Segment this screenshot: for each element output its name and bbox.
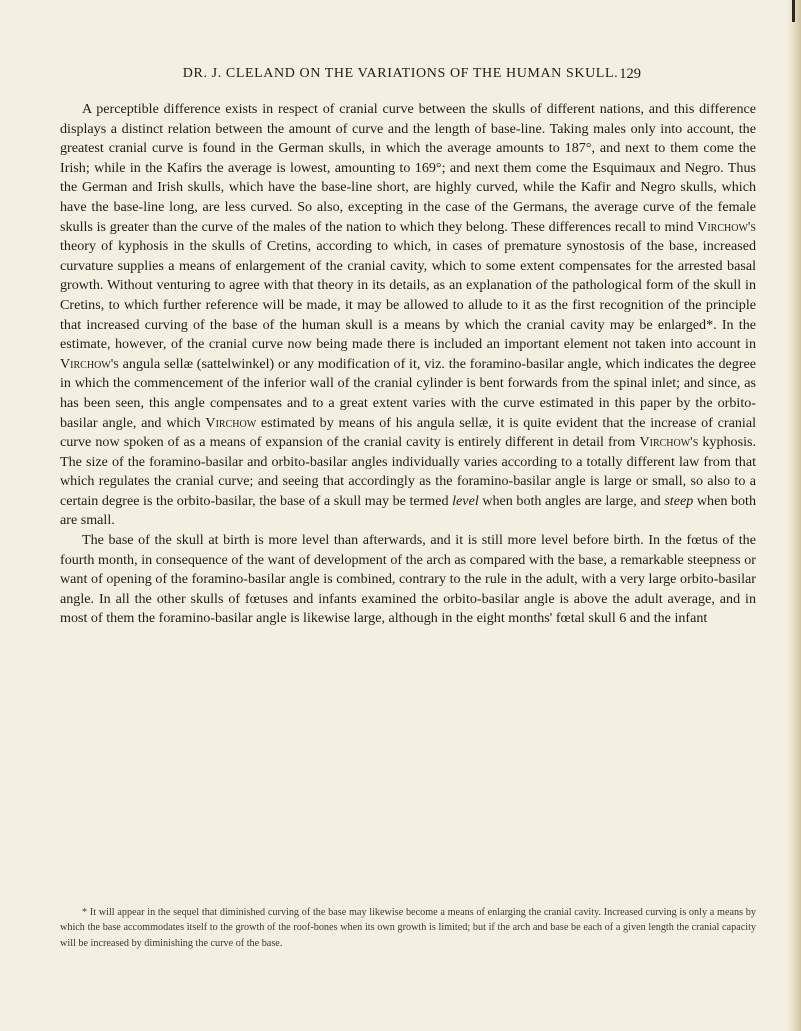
author-name: Virchow's [639, 434, 699, 451]
italic-term: steep [664, 492, 694, 509]
text-run: estimated by means of his angula sellæ, it is quite evident that the increase of cranial curve now spoken of as a means of expansion of the cranial cavity is entirely different in detail from [60, 414, 756, 451]
text-run: when both angles are large, and [478, 492, 665, 509]
page-number: 129 [619, 66, 641, 82]
page-edge-mark [792, 0, 795, 22]
running-head: DR. J. CLELAND ON THE VARIATIONS OF THE HUMAN SKULL. [182, 66, 619, 81]
author-name: Virchow [205, 414, 257, 431]
author-name: Virchow's [60, 355, 119, 372]
paragraph-2: The base of the skull at birth is more level than afterwards, and it is still more level before birth. In the fœtus of the fourth month, in consequence of the want of development of the arch as compared with the base, a remarkable steepness or want of opening of the foramino-basilar angle is combined, contrary to the rule in the adult, with a very large orbito-basilar angle. In all the other skulls of fœtuses and infants examined the orbito-basilar angle is above the adult average, and in most of them the foramino-basilar angle is likewise large, although in the eight months' fœtal skull 6 and the infant [60, 532, 756, 627]
page-header [0, 66, 801, 90]
footnote-text: * It will appear in the sequel that diminished curving of the base may likewise become a means of enlarging the cranial cavity. Increased curving is only a means by which the base accommodates itself to the growth of the roof-bones when its own growth is limited; but if the arch and base be each of a given length the cranial capacity will be increased by diminishing the curve of the base. [60, 907, 756, 949]
text-run: angula sellæ (sattelwinkel) or any modification of it, viz. the foramino-basilar angle, which indicates the degree in which the commencement of the inferior wall of the cranial cylinder is bent forwards from the spinal inlet; and since, as has been seen, this angle compensates and to a great extent varies with the curve estimated in this paper by the orbito-basilar angle, and which [60, 355, 756, 431]
italic-term: level [452, 492, 479, 509]
text-run: A perceptible difference exists in respect of cranial curve between the skulls of different nations, and this difference displays a distinct relation between the amount of curve and the length of base-line. Taking males only into account, the greatest cranial curve is found in the German skulls, in which the average amounts to 187°, and next to them come the Irish; while in the Kafirs the average is lowest, amounting to 169°; and next them come the Esquimaux and Negro. Thus the German and Irish skulls, which have the base-line short, are highly curved, while the Kafir and Negro skulls, which have the base-line long, are less curved. So also, excepting in the case of the Germans, the average curve of the female skulls is greater than the curve of the males of the nation to which they belong. These differences recall to mind [60, 101, 756, 235]
paragraph-1 [60, 100, 756, 531]
text-run: kyphosis. The size of the foramino-basilar and orbito-basilar angles individually varies according to a totally different law from that which regulates the cranial curve; and seeing that accordingly as the foramino-basilar angle is large or small, so also to a certain degree is the orbito-basilar, the base of a skull may be termed [60, 434, 756, 509]
footnote [60, 905, 756, 951]
page-edge [787, 0, 801, 1031]
author-name: Virchow's [697, 218, 756, 235]
text-run: theory of kyphosis in the skulls of Cretins, according to which, in cases of premature synostosis of the base, increased curvature supplies a means of enlargement of the cranial cavity, which to some extent compensates for the arrested basal growth. Without venturing to agree with that theory in its details, as an explanation of the pathological form of the skull in Cretins, to which further reference will be made, it may be allowed to allude to it as the first recognition of the principle that increased curving of the base of the human skull is a means by which the cranial cavity may be enlarged*. In the estimate, however, of the cranial curve now being made there is included an important element not taken into account in [60, 238, 756, 353]
body-text [60, 100, 756, 629]
text-run: when both are small. [60, 492, 757, 529]
